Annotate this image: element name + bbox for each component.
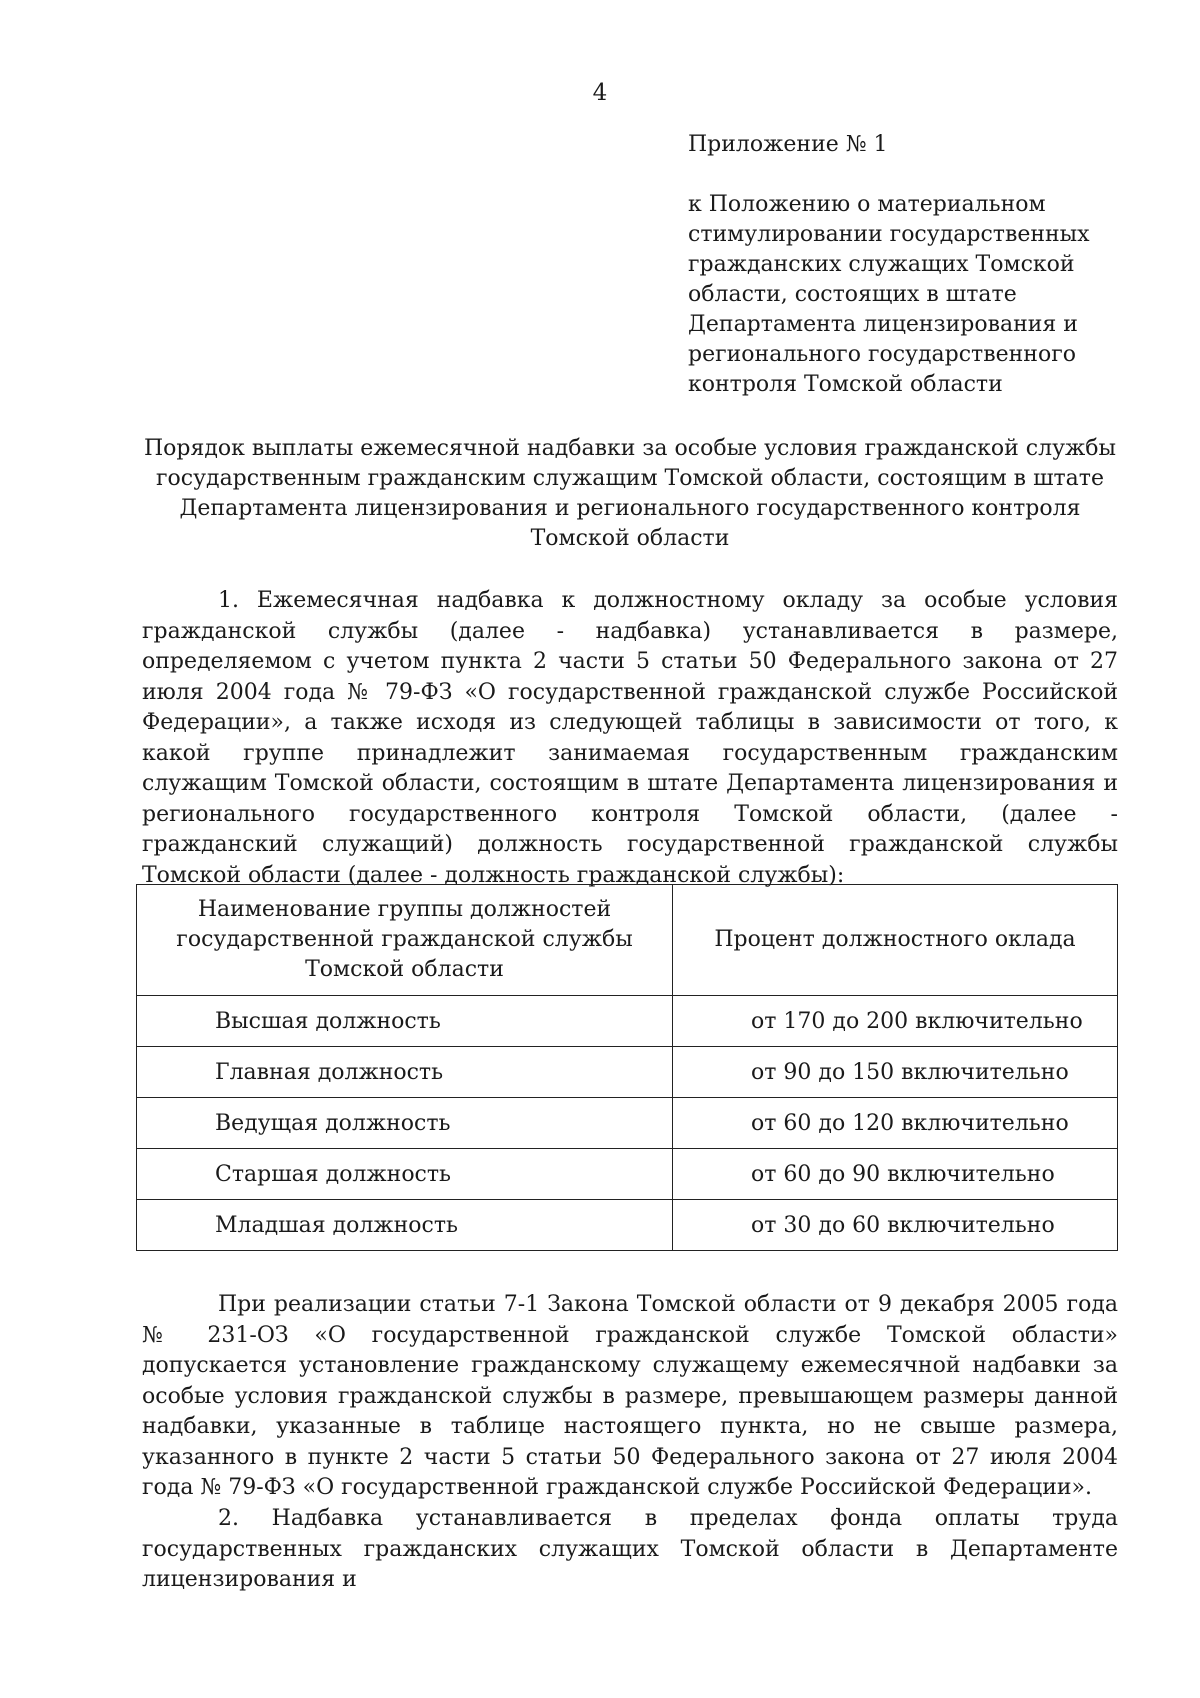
page-number: 4 [592,80,608,106]
table-row [137,1149,1118,1200]
group-cell: Ведущая должность [137,1098,673,1149]
table-row [137,1200,1118,1251]
title-line: Томской области [530,526,730,551]
percent-cell: от 30 до 60 включительно [673,1200,1118,1251]
header-percent: Процент должностного оклада [673,885,1118,996]
header-line: государственной гражданской службы [176,927,633,952]
percent-cell: от 90 до 150 включительно [673,1047,1118,1098]
appendix-title: Приложение № 1 [688,132,888,157]
percent-cell: от 170 до 200 включительно [673,996,1118,1047]
percent-cell: от 60 до 120 включительно [673,1098,1118,1149]
table-row [137,996,1118,1047]
document-title [140,434,1120,554]
paragraph-1: 1. Ежемесячная надбавка к должностному окладу за особые условия гражданской службы (далее - надбавка) устанавливается в размере, определяемом с учетом пункта 2 части 5 статьи 50 Федерального закона от 27 июля 2004 года № 79-ФЗ «О государственной гражданской службе Российской Федерации», а также исходя из следующей таблицы в зависимости от того, к какой группе принадлежит занимаемая государственным гражданским служащим Томской области, состоящим в штате Департамента лицензирования и регионального государственного контроля Томской области, (далее - гражданский служащий) должность государственной гражданской службы Томской области (далее - должность гражданской службы): [142,588,1118,888]
allowance-table [136,884,1118,1251]
percent-cell: от 60 до 90 включительно [673,1149,1118,1200]
group-cell: Старшая должность [137,1149,673,1200]
title-line: государственным гражданским служащим Томской области, состоящим в штате [155,466,1104,491]
appendix-reference: к Положению о материальном стимулировании государственных гражданских служащих Томской области, состоящих в штате Департамента лицензирования и регионального государственного контроля Томской области [688,192,1090,397]
title-line: Департамента лицензирования и регионального государственного контроля [179,496,1081,521]
header-line: Наименование группы должностей [197,897,612,922]
group-cell: Главная должность [137,1047,673,1098]
paragraph-3: 2. Надбавка устанавливается в пределах фонда оплаты труда государственных гражданских служащих Томской области в Департаменте лицензирования и [142,1506,1118,1592]
paragraph-2: При реализации статьи 7-1 Закона Томской области от 9 декабря 2005 года № 231-ОЗ «О государственной гражданской службе Томской области» допускается установление гражданскому служащему ежемесячной надбавки за особые условия гражданской службы в размере, превышающем размеры данной надбавки, указанные в таблице настоящего пункта, но не свыше размера, указанного в пункте 2 части 5 статьи 50 Федерального закона от 27 июля 2004 года № 79-ФЗ «О государственной гражданской службе Российской Федерации». [142,1292,1118,1500]
group-cell: Высшая должность [137,996,673,1047]
group-cell: Младшая должность [137,1200,673,1251]
appendix-block [688,130,1108,400]
title-line: Порядок выплаты ежемесячной надбавки за особые условия гражданской службы [143,436,1117,461]
table-header-row [137,885,1118,996]
table-row [137,1047,1118,1098]
header-line: Томской области [305,957,504,982]
table-row [137,1098,1118,1149]
header-group-name [137,885,673,996]
